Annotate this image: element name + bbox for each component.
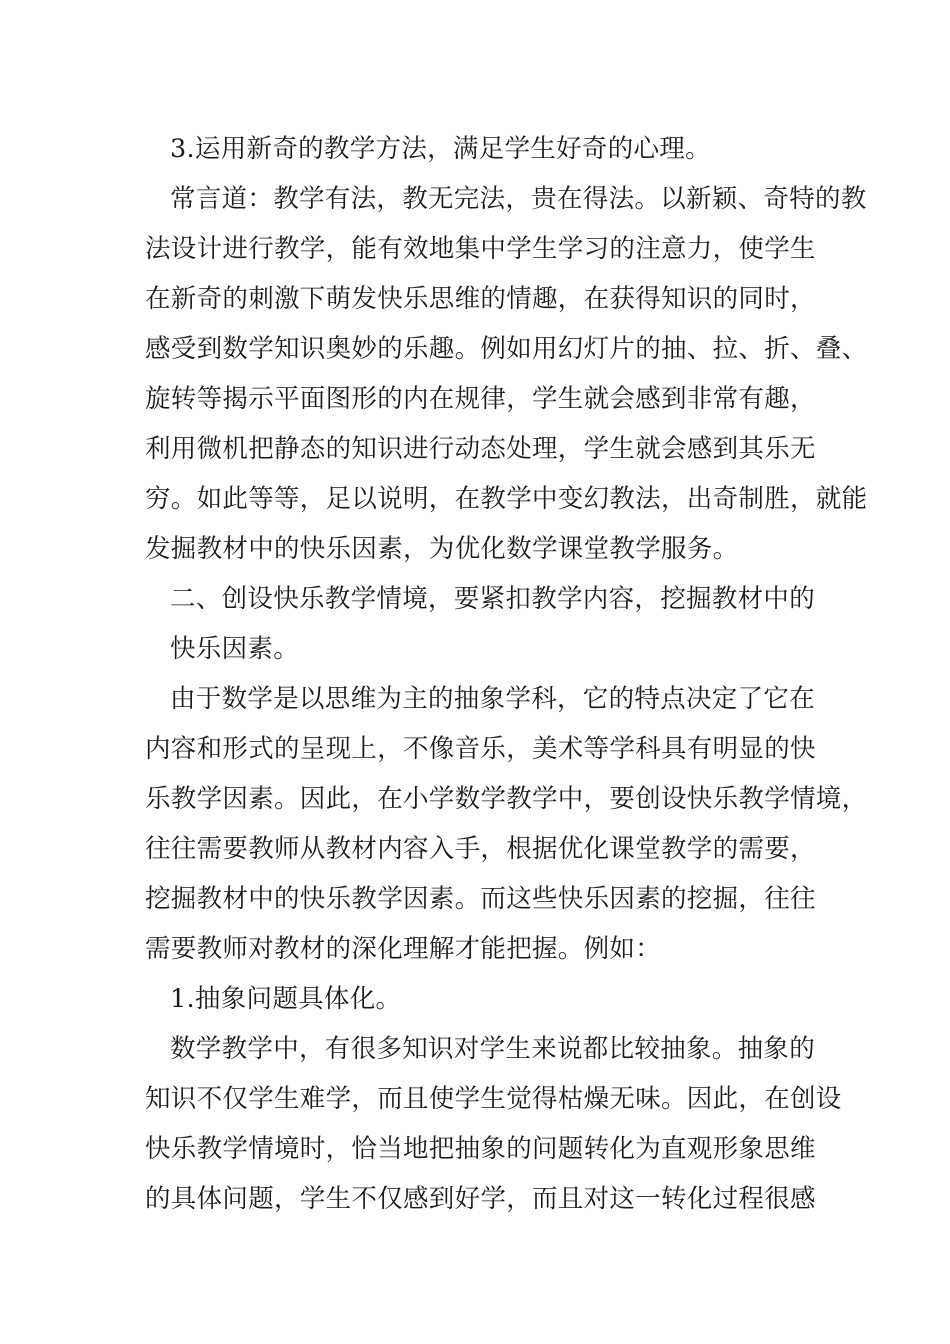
text-line: 在新奇的刺激下萌发快乐思维的情趣，在获得知识的同时， — [145, 284, 816, 314]
text-line: 穷。如此等等，足以说明，在教学中变幻教法，出奇制胜，就能 — [145, 484, 868, 514]
text-line: 旋转等揭示平面图形的内在规律，学生就会感到非常有趣， — [145, 384, 816, 414]
text-line: 挖掘教材中的快乐教学因素。而这些快乐因素的挖掘，往往 — [145, 884, 816, 914]
text-line: 快乐因素。 — [170, 634, 300, 664]
text-line: 利用微机把静态的知识进行动态处理，学生就会感到其乐无 — [145, 434, 816, 464]
text-line: 1.抽象问题具体化。 — [170, 984, 402, 1014]
text-line: 往往需要教师从教材内容入手，根据优化课堂教学的需要， — [145, 834, 816, 864]
text-line: 3.运用新奇的教学方法，满足学生好奇的心理。 — [170, 134, 711, 164]
text-line: 知识不仅学生难学，而且使学生觉得枯燥无味。因此，在创设 — [145, 1084, 842, 1114]
text-line: 二、创设快乐教学情境，要紧扣教学内容，挖掘教材中的 — [170, 584, 816, 614]
text-line: 感受到数学知识奥妙的乐趣。例如用幻灯片的抽、拉、折、叠、 — [145, 334, 868, 364]
text-line: 法设计进行教学，能有效地集中学生学习的注意力，使学生 — [145, 234, 816, 264]
document-body — [145, 124, 868, 1224]
text-line: 数学教学中，有很多知识对学生来说都比较抽象。抽象的 — [170, 1034, 816, 1064]
text-line: 快乐教学情境时，恰当地把抽象的问题转化为直观形象思维 — [145, 1134, 816, 1164]
text-line: 发掘教材中的快乐因素，为优化数学课堂教学服务。 — [145, 534, 739, 564]
text-line: 需要教师对教材的深化理解才能把握。例如： — [145, 934, 662, 964]
text-line: 的具体问题，学生不仅感到好学，而且对这一转化过程很感 — [145, 1184, 816, 1214]
text-line: 内容和形式的呈现上，不像音乐，美术等学科具有明显的快 — [145, 734, 816, 764]
text-line: 乐教学因素。因此，在小学数学教学中，要创设快乐教学情境， — [145, 784, 868, 814]
text-line: 由于数学是以思维为主的抽象学科，它的特点决定了它在 — [170, 684, 816, 714]
text-line: 常言道：教学有法，教无完法，贵在得法。以新颖、奇特的教 — [170, 184, 867, 214]
